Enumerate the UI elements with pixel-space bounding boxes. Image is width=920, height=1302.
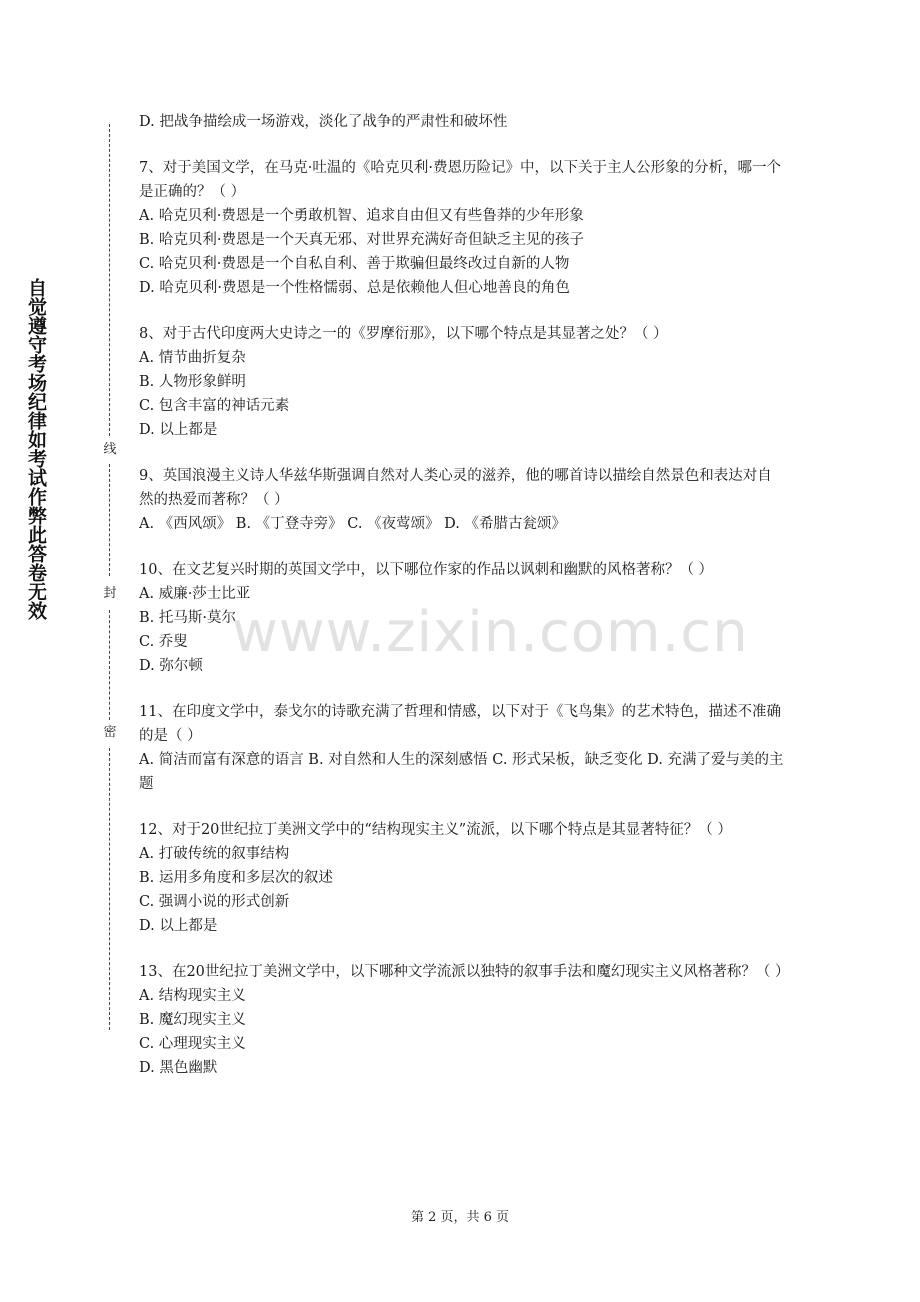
q12-option-a: A. 打破传统的叙事结构 [139,846,290,862]
seal-dashed-line [109,610,110,720]
question-10 [139,558,784,678]
q13-option-d: D. 黑色幽默 [139,1060,218,1076]
q13-option-c: C. 心理现实主义 [139,1036,246,1052]
q13-option-a: A. 结构现实主义 [139,988,246,1004]
question-7 [139,156,784,300]
q11-options: A. 简洁而富有深意的语言 B. 对自然和人生的深刻感悟 C. 形式呆板，缺乏变化 D. 充满了爱与美的主题 [139,752,784,792]
q10-option-c: C. 乔叟 [139,634,188,650]
q13-option-b: B. 魔幻现实主义 [139,1012,246,1028]
page-number-footer: 第 2 页，共 6 页 [410,1210,510,1225]
q10-option-a: A. 威廉·莎士比亚 [139,586,251,602]
seal-mark-seal: 封 [103,586,117,601]
q8-stem: 8、对于古代印度两大史诗之一的《罗摩衍那》，以下哪个特点是其显著之处？（ ） [139,326,668,342]
question-11 [139,700,784,796]
q6-option-d: D. 把战争描绘成一场游戏，淡化了战争的严肃性和破坏性 [139,114,508,130]
q7-option-a: A. 哈克贝利·费恩是一个勇敢机智、追求自由但又有些鲁莽的少年形象 [139,208,584,224]
q8-option-b: B. 人物形象鲜明 [139,374,246,390]
q12-option-d: D. 以上都是 [139,918,218,934]
q8-option-c: C. 包含丰富的神话元素 [139,398,290,414]
q11-stem: 11、在印度文学中，泰戈尔的诗歌充满了哲理和情感，以下对于《飞鸟集》的艺术特色，描述不准确的是（ ） [139,704,781,744]
q10-option-d: D. 弥尔顿 [139,658,203,674]
q12-option-b: B. 运用多角度和多层次的叙述 [139,870,333,886]
q8-option-a: A. 情节曲折复杂 [139,350,246,366]
question-12 [139,818,784,938]
question-8 [139,322,784,442]
q9-stem: 9、英国浪漫主义诗人华兹华斯强调自然对人类心灵的滋养，他的哪首诗以描绘自然景色和表达对自然的热爱而著称？（ ） [139,468,772,508]
seal-dashed-line [109,464,110,576]
q13-stem: 13、在20世纪拉丁美洲文学中，以下哪种文学流派以独特的叙事手法和魔幻现实主义风格著称？（ ） [139,964,790,980]
q7-option-c: C. 哈克贝利·费恩是一个自私自利、善于欺骗但最终改过自新的人物 [139,256,570,272]
exam-discipline-notice: 自觉遵守考场纪律如考试作弊此答卷无效 [25,278,47,620]
q8-option-d: D. 以上都是 [139,422,218,438]
q9-options: A. 《西风颂》 B. 《丁登寺旁》 C. 《夜莺颂》 D. 《希腊古瓮颂》 [139,516,567,532]
seal-dashed-line [109,124,110,436]
q10-option-b: B. 托马斯·莫尔 [139,610,236,626]
q7-option-d: D. 哈克贝利·费恩是一个性格懦弱、总是依赖他人但心地善良的角色 [139,280,570,296]
q10-stem: 10、在文艺复兴时期的英国文学中，以下哪位作家的作品以讽刺和幽默的风格著称？（ ） [139,562,714,578]
question-13 [139,960,790,1080]
seal-dashed-line [109,748,110,1030]
q7-option-b: B. 哈克贝利·费恩是一个天真无邪、对世界充满好奇但缺乏主见的孩子 [139,232,584,248]
q12-stem: 12、对于20世纪拉丁美洲文学中的“结构现实主义”流派，以下哪个特点是其显著特征？（ ） [139,822,732,838]
seal-mark-secret: 密 [103,725,117,740]
question-9 [139,464,784,536]
question-content [139,110,790,1080]
q7-stem: 7、对于美国文学，在马克·吐温的《哈克贝利·费恩历险记》中，以下关于主人公形象的分析，哪一个是正确的？（ ） [139,160,781,200]
seal-mark-line: 线 [103,442,117,457]
q12-option-c: C. 强调小说的形式创新 [139,894,290,910]
watermark: www.zixin.com.cn [232,600,749,665]
